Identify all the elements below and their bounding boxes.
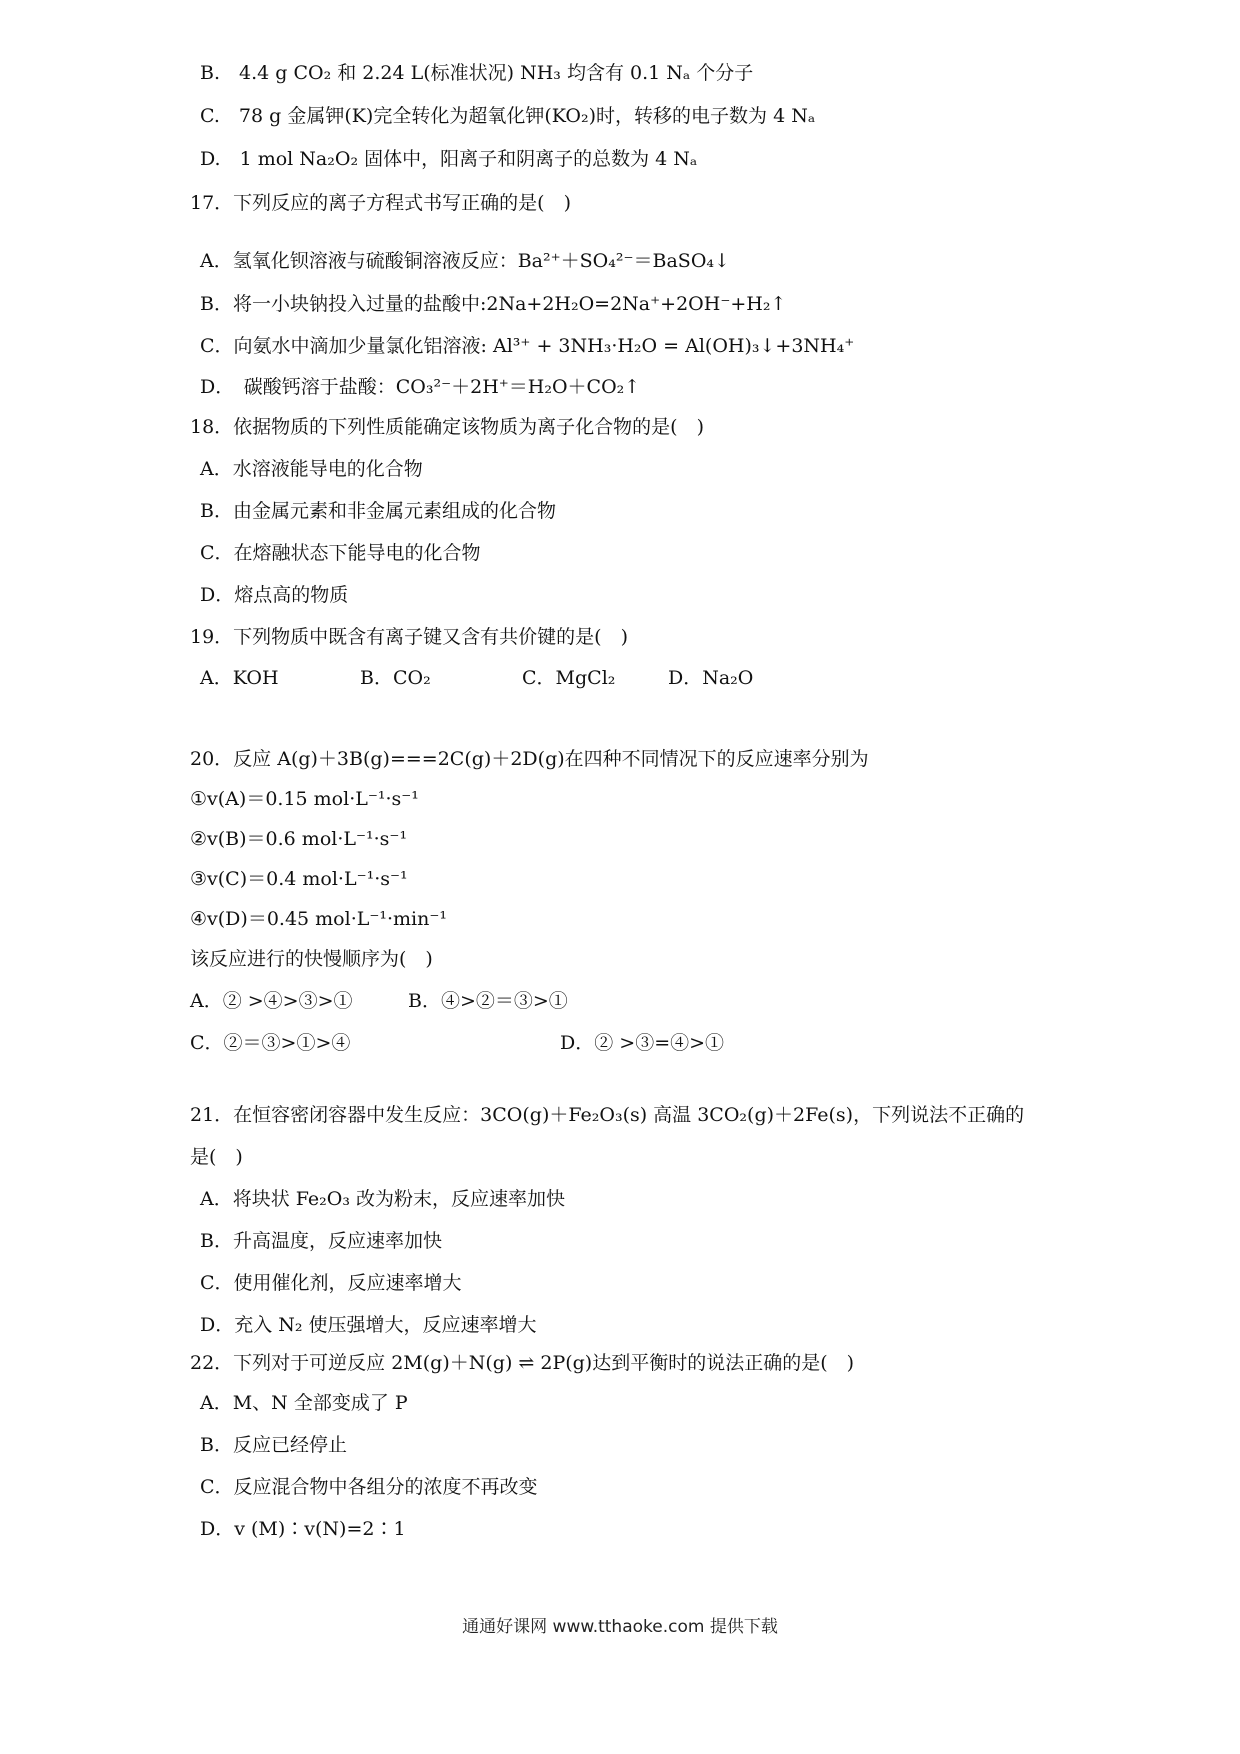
question-21-cont: 是( )	[190, 1146, 243, 1168]
q18-option-c: C．在熔融状态下能导电的化合物	[200, 542, 481, 564]
q17-option-b: B．将一小块钠投入过量的盐酸中:2Na+2H₂O=2Na⁺+2OH⁻+H₂↑	[200, 293, 787, 315]
q22-option-b: B．反应已经停止	[200, 1434, 347, 1456]
q19-option-b: B．CO₂	[360, 667, 431, 689]
q20-rate-2: ②v(B)＝0.6 mol·L⁻¹·s⁻¹	[190, 828, 408, 850]
q21-option-d: D．充入 N₂ 使压强增大，反应速率增大	[200, 1314, 537, 1336]
q19-option-c: C．MgCl₂	[522, 667, 616, 689]
question-18: 18．依据物质的下列性质能确定该物质为离子化合物的是( )	[190, 416, 705, 438]
q22-option-d: D．v (M)∶v(N)=2∶1	[200, 1518, 406, 1540]
q17-option-a: A．氢氧化钡溶液与硫酸铜溶液反应：Ba²⁺＋SO₄²⁻＝BaSO₄↓	[200, 250, 730, 272]
q20-option-d: D．② >③=④>①	[560, 1032, 725, 1054]
page-footer: 通通好课网 www.tthaoke.com 提供下载	[462, 1617, 778, 1637]
q16-option-d: D. 1 mol Na₂O₂ 固体中，阳离子和阴离子的总数为 4 Nₐ	[200, 148, 698, 170]
question-19: 19．下列物质中既含有离子键又含有共价键的是( )	[190, 626, 629, 648]
q20-option-b: B．④>②＝③>①	[408, 990, 568, 1012]
q20-rate-4: ④v(D)＝0.45 mol·L⁻¹·min⁻¹	[190, 908, 448, 930]
q16-option-b: B. 4.4 g CO₂ 和 2.24 L(标准状况) NH₃ 均含有 0.1 Nₐ 个分子	[200, 62, 754, 84]
q18-option-d: D．熔点高的物质	[200, 584, 349, 606]
q21-option-a: A．将块状 Fe₂O₃ 改为粉末，反应速率加快	[200, 1188, 565, 1210]
question-21: 21．在恒容密闭容器中发生反应：3CO(g)＋Fe₂O₃(s) 高温 3CO₂(g)＋2Fe(s)，下列说法不正确的	[190, 1104, 1025, 1126]
q19-option-a: A．KOH	[200, 667, 279, 689]
q19-option-d: D．Na₂O	[668, 667, 754, 689]
q21-option-b: B．升高温度，反应速率加快	[200, 1230, 442, 1252]
question-22: 22．下列对于可逆反应 2M(g)＋N(g) ⇌ 2P(g)达到平衡时的说法正确的是( )	[190, 1352, 855, 1374]
q17-option-c: C．向氨水中滴加少量氯化铝溶液: Al³⁺ + 3NH₃·H₂O = Al(OH)₃↓+3NH₄⁺	[200, 335, 855, 357]
q20-option-c: C．②＝③>①>④	[190, 1032, 351, 1054]
q16-option-c: C. 78 g 金属钾(K)完全转化为超氧化钾(KO₂)时，转移的电子数为 4 Nₐ	[200, 105, 816, 127]
q20-stem: 该反应进行的快慢顺序为( )	[190, 948, 433, 970]
q22-option-a: A．M、N 全部变成了 P	[200, 1392, 408, 1414]
q20-rate-3: ③v(C)＝0.4 mol·L⁻¹·s⁻¹	[190, 868, 408, 890]
q18-option-b: B．由金属元素和非金属元素组成的化合物	[200, 500, 556, 522]
q17-option-d: D． 碳酸钙溶于盐酸：CO₃²⁻＋2H⁺＝H₂O＋CO₂↑	[200, 376, 641, 398]
q20-rate-1: ①v(A)＝0.15 mol·L⁻¹·s⁻¹	[190, 788, 419, 810]
q20-option-a: A．② >④>③>①	[190, 990, 353, 1012]
q21-option-c: C．使用催化剂，反应速率增大	[200, 1272, 462, 1294]
q18-option-a: A．水溶液能导电的化合物	[200, 458, 423, 480]
question-20: 20．反应 A(g)＋3B(g)===2C(g)＋2D(g)在四种不同情况下的反应速率分别为	[190, 748, 869, 770]
question-17: 17．下列反应的离子方程式书写正确的是( )	[190, 192, 572, 214]
q22-option-c: C．反应混合物中各组分的浓度不再改变	[200, 1476, 538, 1498]
